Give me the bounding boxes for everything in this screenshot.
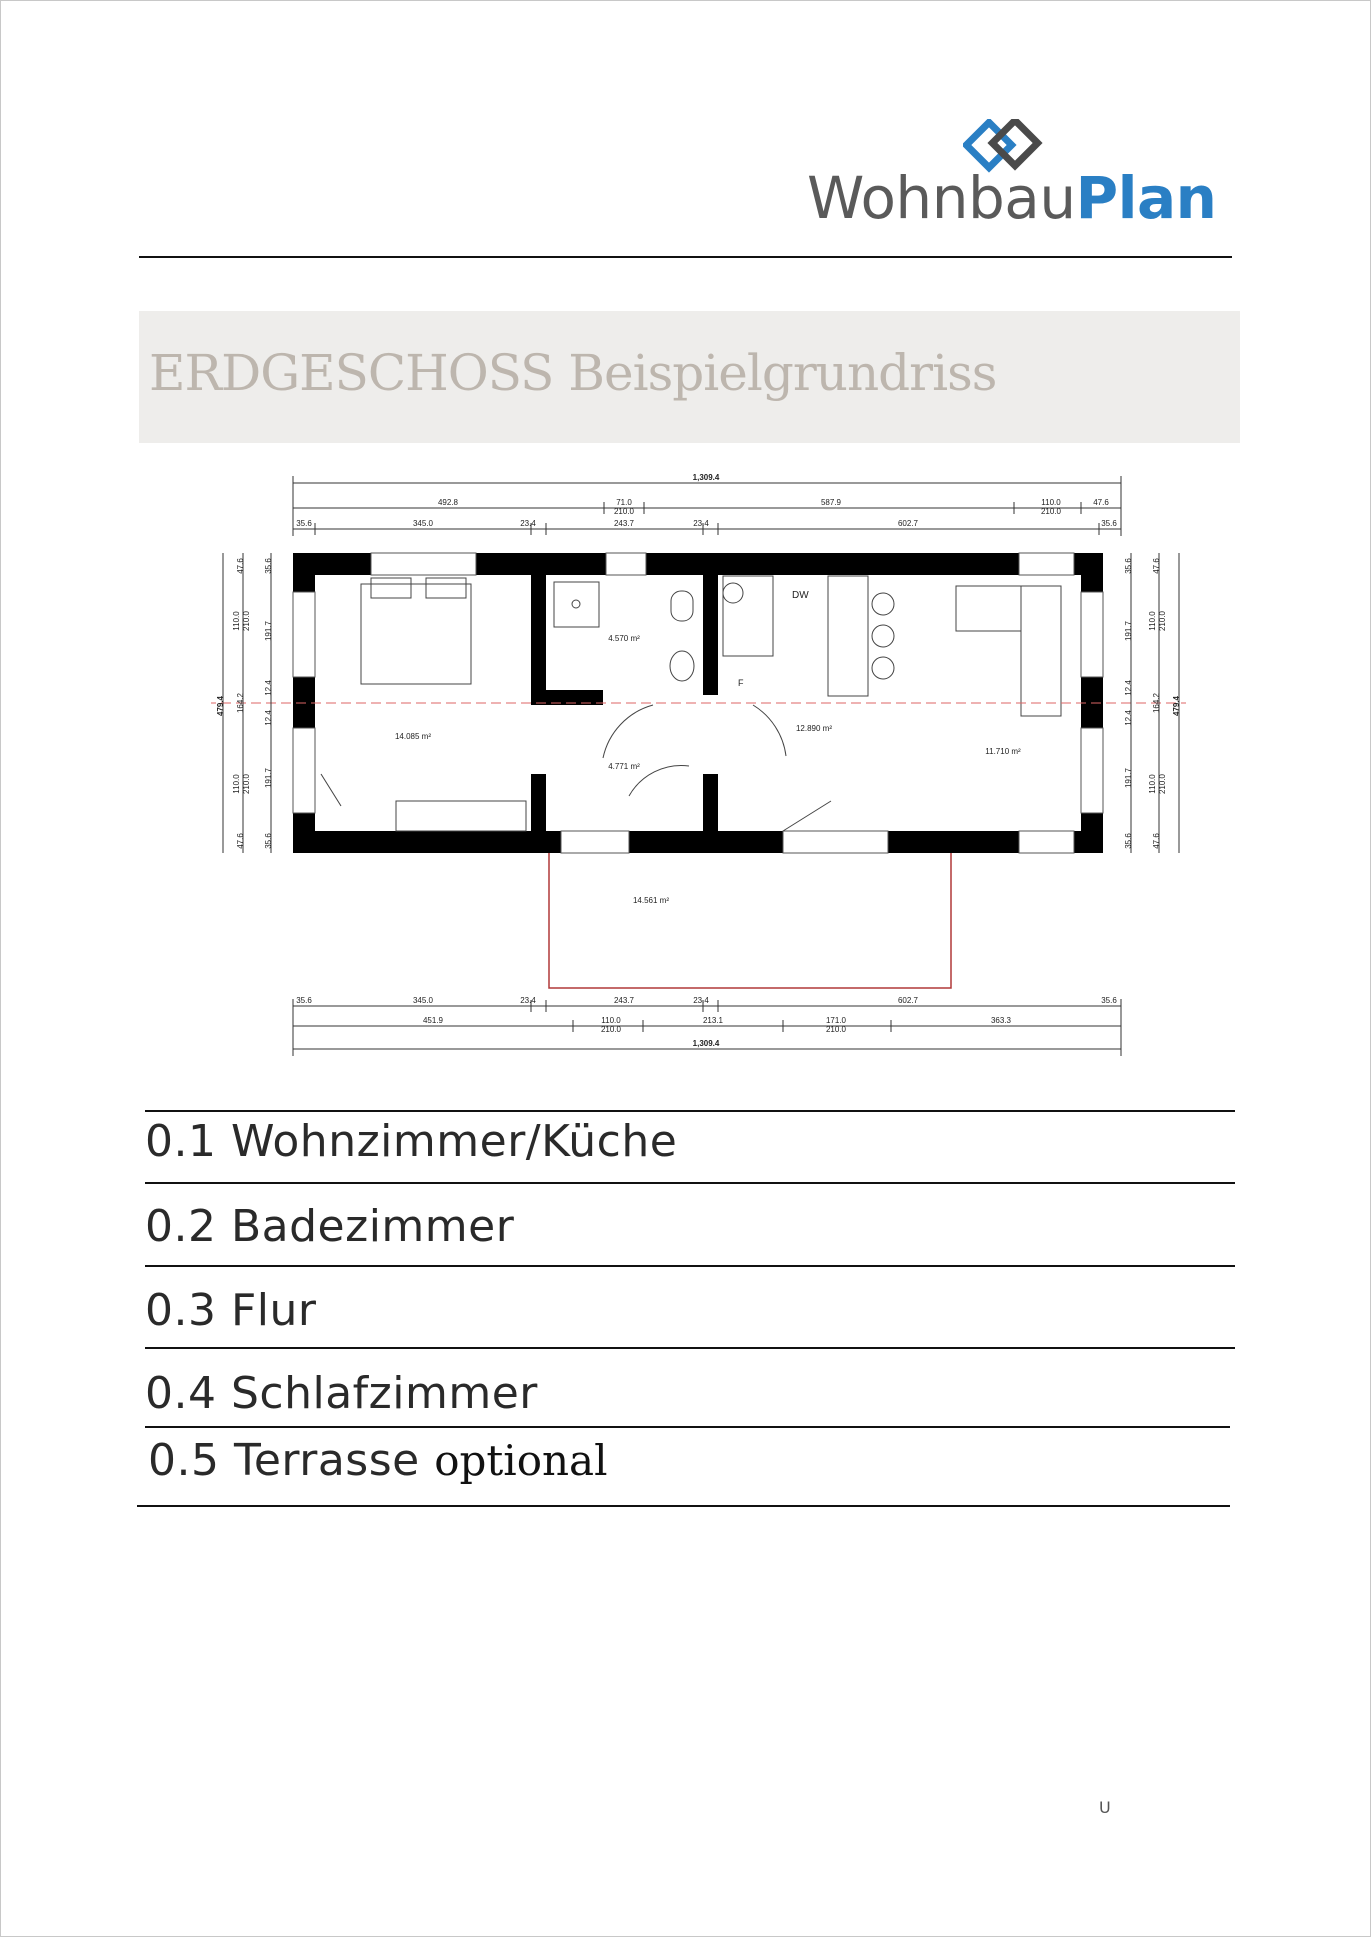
dim-side-left-6: 210.0	[242, 773, 251, 795]
room-item-4: 0.4 Schlafzimmer	[145, 1368, 538, 1419]
room-list-divider	[145, 1110, 1235, 1112]
dim-bottom-3: 23.4	[520, 996, 536, 1005]
room-list-divider	[145, 1347, 1235, 1349]
room-list-divider	[137, 1505, 1230, 1507]
dim-top-r2-3: 23.4	[520, 519, 536, 528]
room-item-1: 0.1 Wohnzimmer/Küche	[145, 1116, 678, 1167]
dim-top-2: 71.0	[616, 498, 632, 507]
dim-bottom-r2-5: 171.0	[825, 1016, 847, 1025]
dim-side-right-2: 110.0	[1148, 611, 1157, 631]
dim-bottom-4: 243.7	[613, 996, 635, 1005]
building-walls	[293, 553, 1103, 853]
dim-side-left-2: 110.0	[232, 611, 241, 631]
dim-top-total: 1,309.4	[692, 473, 720, 482]
dim-top-7: 47.6	[1093, 498, 1109, 507]
dim-top-1: 492.8	[437, 498, 459, 507]
dim-side-left-inner-3: 12.4	[264, 680, 273, 696]
room-item-5	[148, 1435, 608, 1487]
dim-top-3: 210.0	[613, 507, 635, 516]
area-bedroom: 14.085 m²	[394, 732, 432, 741]
dim-bottom-2: 345.0	[412, 996, 434, 1005]
dim-side-right-total: 479.4	[1172, 695, 1181, 717]
page-marker: U	[1099, 1798, 1111, 1817]
area-kitchen: 12.890 m²	[795, 724, 833, 733]
room-item-3: 0.3 Flur	[145, 1285, 317, 1336]
fridge-label: F	[738, 678, 744, 688]
dim-side-left-1: 47.6	[236, 558, 245, 574]
dim-top-r2-7: 35.6	[1101, 519, 1117, 528]
dim-side-right-inner-2: 191.7	[1124, 620, 1133, 642]
dim-bottom-r2-4: 213.1	[702, 1016, 724, 1025]
dim-bottom-7: 35.6	[1101, 996, 1117, 1005]
dim-bottom-r2-7: 363.3	[990, 1016, 1012, 1025]
dim-side-left-inner-5: 191.7	[264, 767, 273, 789]
dim-top-4: 587.9	[820, 498, 842, 507]
area-terrace: 14.561 m²	[632, 896, 670, 905]
dim-side-left-7: 47.6	[236, 833, 245, 849]
section-title-band	[139, 311, 1240, 443]
dim-side-left-5: 110.0	[232, 774, 241, 794]
floor-plan-drawing	[211, 466, 1191, 1066]
dishwasher-label: DW	[792, 590, 809, 601]
dim-top-r2-4: 243.7	[613, 519, 635, 528]
section-title: ERDGESCHOSS Beispielgrundriss	[149, 344, 997, 402]
dim-side-left-inner-2: 191.7	[264, 620, 273, 642]
dim-bottom-r2-3: 210.0	[600, 1025, 622, 1034]
dim-side-right-7: 47.6	[1152, 833, 1161, 849]
dim-top-6: 210.0	[1040, 507, 1062, 516]
dim-side-right-4: 164.2	[1152, 692, 1161, 714]
dim-side-right-inner-1: 35.6	[1124, 558, 1133, 574]
dim-side-left-4: 164.2	[236, 692, 245, 714]
room-list-divider	[145, 1426, 1230, 1428]
dim-top-r2-1: 35.6	[296, 519, 312, 528]
room-list-divider	[145, 1265, 1235, 1267]
room-list-divider	[145, 1182, 1235, 1184]
dim-top-r2-6: 602.7	[897, 519, 919, 528]
terrace-outline	[549, 853, 951, 988]
dim-bottom-5: 23.4	[693, 996, 709, 1005]
dim-side-left-inner-6: 35.6	[264, 833, 273, 849]
dim-bottom-r2-6: 210.0	[825, 1025, 847, 1034]
dim-bottom-r2-2: 110.0	[601, 1016, 621, 1025]
wohnbauplan-logo	[807, 113, 1217, 233]
dim-top-r2-2: 345.0	[412, 519, 434, 528]
dim-side-right-inner-4: 12.4	[1124, 710, 1133, 726]
dim-side-left-3: 210.0	[242, 610, 251, 632]
dim-side-right-1: 47.6	[1152, 558, 1161, 574]
windows	[293, 553, 1103, 853]
logo-word-wohnbau: Wohnbau	[807, 164, 1076, 232]
dim-side-right-inner-6: 35.6	[1124, 833, 1133, 849]
room-item-5-label: 0.5 Terrasse	[148, 1435, 420, 1486]
dim-bottom-1: 35.6	[296, 996, 312, 1005]
dim-side-left-inner-1: 35.6	[264, 558, 273, 574]
dim-side-right-5: 110.0	[1148, 774, 1157, 794]
header-divider	[139, 256, 1232, 258]
area-bathroom: 4.570 m²	[608, 634, 640, 643]
dim-bottom-6: 602.7	[897, 996, 919, 1005]
dim-side-left-inner-4: 12.4	[264, 710, 273, 726]
dim-side-right-3: 210.0	[1158, 610, 1167, 632]
area-living: 11.710 m²	[985, 747, 1021, 756]
room-item-2: 0.2 Badezimmer	[145, 1201, 515, 1252]
logo-word-plan: Plan	[1075, 164, 1217, 232]
dim-bottom-total: 1,309.4	[692, 1039, 720, 1048]
dim-side-right-6: 210.0	[1158, 773, 1167, 795]
dim-top-5: 110.0	[1041, 498, 1061, 507]
dim-side-right-inner-3: 12.4	[1124, 680, 1133, 696]
area-hall: 4.771 m²	[608, 762, 640, 771]
optional-tag: optional	[434, 1436, 608, 1485]
dim-side-right-inner-5: 191.7	[1124, 767, 1133, 789]
dim-side-left-total: 479.4	[216, 695, 225, 717]
dim-top-r2-5: 23.4	[693, 519, 709, 528]
dim-bottom-r2-1: 451.9	[422, 1016, 444, 1025]
logo-wordmark	[807, 165, 1216, 231]
